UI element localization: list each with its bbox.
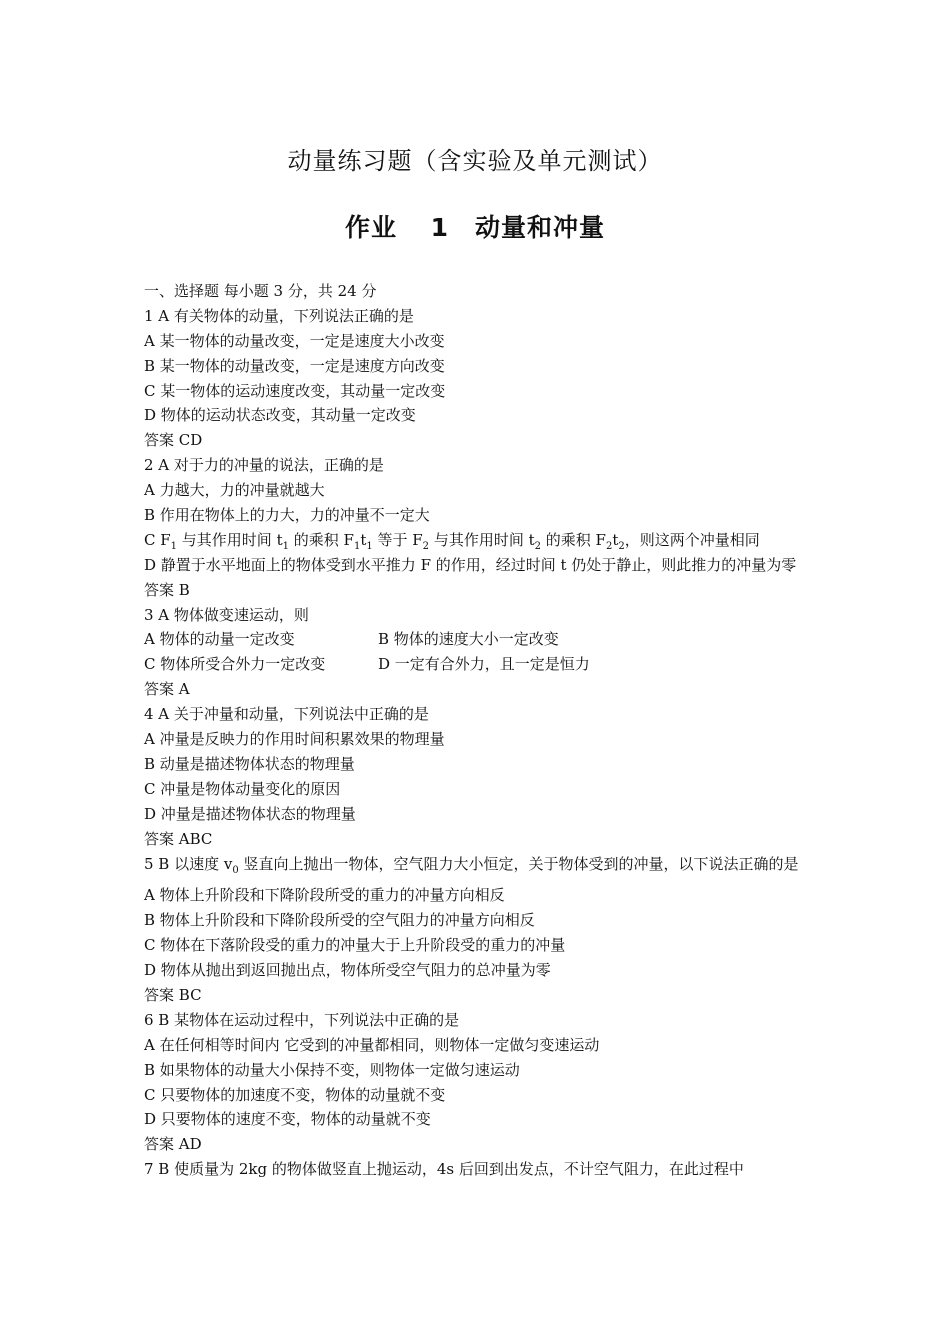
question-5-stem (144, 852, 814, 884)
question-2-stem: 2 A 对于力的冲量的说法，正确的是 (144, 456, 384, 475)
question-5-stem-text: 5 B 以速度 v (144, 854, 233, 873)
subscript: 0 (232, 864, 239, 876)
question-5-stem-text: 竖直向上抛出一物体，空气阻力大小恒定，关于物体受到的冲量，以下说法正确的是 (238, 854, 799, 873)
question-4-option-a: A 冲量是反映力的作用时间积累效果的物理量 (144, 730, 445, 749)
section-heading: 作业 1 动量和冲量 (344, 213, 606, 242)
question-1-option-a: A 某一物体的动量改变，一定是速度大小改变 (144, 331, 445, 350)
question-3-option-a: A 物体的动量一定改变 (144, 630, 295, 649)
option-c-text: t (360, 530, 367, 549)
option-c-text: ，则这两个冲量相同 (624, 530, 760, 549)
subscript: 1 (353, 540, 361, 552)
option-c-text: t (612, 530, 619, 549)
subscript: 1 (282, 540, 289, 552)
subscript: 2 (534, 540, 541, 552)
question-2-option-b: B 作用在物体上的力大，力的冲量不一定大 (144, 506, 430, 525)
question-4-option-b: B 动量是描述物体状态的物理量 (144, 754, 355, 773)
subscript: 2 (605, 540, 613, 552)
subscript: 2 (618, 540, 625, 552)
question-1-option-c: C 某一物体的运动速度改变，其动量一定改变 (144, 381, 446, 400)
question-1-option-d: D 物体的运动状态改变，其动量一定改变 (144, 406, 416, 425)
question-3-option-d: D 一定有合外力，且一定是恒力 (378, 655, 590, 674)
question-3-options-row-2 (144, 652, 814, 677)
question-3-options-row-1 (144, 627, 814, 652)
exercise-body (144, 279, 814, 1182)
question-5-option-c: C 物体在下落阶段受的重力的冲量大于上升阶段受的重力的冲量 (144, 936, 566, 955)
question-6-option-d: D 只要物体的速度不变，物体的动量就不变 (144, 1110, 431, 1129)
question-4-option-c: C 冲量是物体动量变化的原因 (144, 779, 341, 798)
document-title: 动量练习题（含实验及单元测试） (287, 147, 663, 175)
section-instruction: 一、选择题 每小题 3 分，共 24 分 (144, 282, 377, 300)
option-c-text: 的乘积 F (541, 530, 606, 549)
question-3-option-c: C 物体所受合外力一定改变 (144, 655, 326, 674)
question-2-option-c (144, 528, 814, 553)
question-5-option-d: D 物体从抛出到返回抛出点，物体所受空气阻力的总冲量为零 (144, 961, 551, 980)
option-c-text: 的乘积 F (288, 530, 354, 549)
question-3-stem: 3 A 物体做变速运动，则 (144, 605, 309, 624)
question-6-option-c: C 只要物体的加速度不变，物体的动量就不变 (144, 1085, 446, 1104)
question-2-option-a: A 力越大，力的冲量就越大 (144, 481, 325, 500)
question-1-answer: 答案 CD (144, 431, 203, 450)
question-3-answer: 答案 A (144, 680, 190, 699)
question-6-option-a: A 在任何相等时间内 它受到的冲量都相同，则物体一定做匀变速运动 (144, 1035, 600, 1054)
question-5-option-b: B 物体上升阶段和下降阶段所受的空气阻力的冲量方向相反 (144, 911, 535, 930)
question-4-stem: 4 A 关于冲量和动量，下列说法中正确的是 (144, 705, 429, 724)
question-1-stem: 1 A 有关物体的动量，下列说法正确的是 (144, 306, 414, 325)
question-6-stem: 6 B 某物体在运动过程中，下列说法中正确的是 (144, 1010, 460, 1029)
option-c-text: C F (144, 530, 171, 549)
question-5-option-a: A 物体上升阶段和下降阶段所受的重力的冲量方向相反 (144, 886, 505, 905)
question-7-stem: 7 B 使质量为 2kg 的物体做竖直上抛运动，4s 后回到出发点，不计空气阻力，在此过程中 (144, 1160, 744, 1179)
question-2-option-d: D 静置于水平地面上的物体受到水平推力 F 的作用，经过时间 t 仍处于静止，则此推力的冲量为零 (144, 555, 797, 574)
question-1-option-b: B 某一物体的动量改变，一定是速度方向改变 (144, 356, 445, 375)
question-4-answer: 答案 ABC (144, 829, 213, 848)
option-c-text: 与其作用时间 t (177, 530, 283, 549)
option-c-text: 等于 F (372, 530, 423, 549)
question-4-option-d: D 冲量是描述物体状态的物理量 (144, 804, 356, 823)
question-5-answer: 答案 BC (144, 985, 202, 1004)
subscript: 2 (422, 540, 430, 552)
question-3-option-b: B 物体的速度大小一定改变 (378, 630, 559, 649)
subscript: 1 (366, 540, 373, 552)
question-6-option-b: B 如果物体的动量大小保持不变，则物体一定做匀速运动 (144, 1060, 520, 1079)
subscript: 1 (170, 540, 178, 552)
question-6-answer: 答案 AD (144, 1135, 202, 1154)
option-c-text: 与其作用时间 t (429, 530, 535, 549)
question-2-answer: 答案 B (144, 580, 190, 599)
